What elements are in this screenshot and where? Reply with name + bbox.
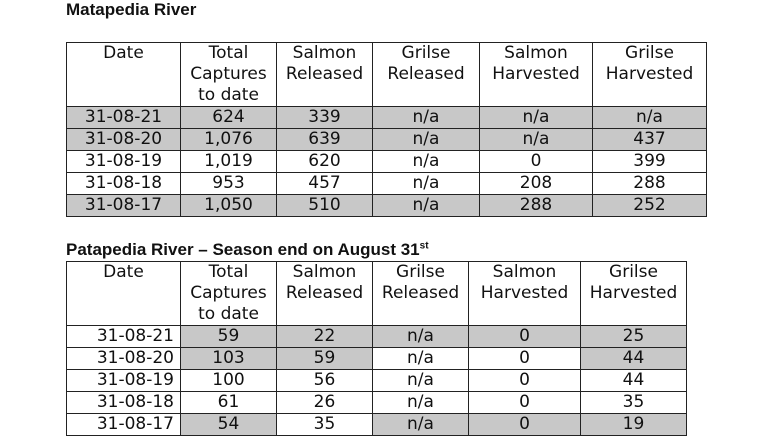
table-cell: 0 — [480, 151, 593, 173]
column-header: Date — [67, 43, 181, 107]
table-cell: 1,076 — [181, 129, 277, 151]
table-cell: 54 — [181, 414, 277, 436]
table-cell: 510 — [277, 195, 373, 217]
table-cell: 288 — [480, 195, 593, 217]
table-cell: 1,050 — [181, 195, 277, 217]
table1-header-row — [67, 43, 707, 107]
column-header: Total Captures to date — [181, 262, 277, 326]
table-cell: 457 — [277, 173, 373, 195]
table-row — [67, 151, 707, 173]
table-row — [67, 326, 687, 348]
column-header: Salmon Harvested — [469, 262, 581, 326]
table-row — [67, 107, 707, 129]
table-cell: 25 — [581, 326, 687, 348]
table2-header-row — [67, 262, 687, 326]
table-cell: 31-08-20 — [67, 129, 181, 151]
table-cell: 31-08-18 — [67, 173, 181, 195]
table-cell: 35 — [277, 414, 373, 436]
table-cell: 437 — [593, 129, 707, 151]
table-cell: 31-08-18 — [67, 392, 181, 414]
table-cell: 22 — [277, 326, 373, 348]
table-cell: 31-08-20 — [67, 348, 181, 370]
table-cell: 639 — [277, 129, 373, 151]
table-cell: 103 — [181, 348, 277, 370]
table1-title: Matapedia River — [66, 0, 197, 19]
table-cell: 208 — [480, 173, 593, 195]
table-row — [67, 173, 707, 195]
table-cell: n/a — [373, 129, 480, 151]
table-cell: 61 — [181, 392, 277, 414]
column-header: Total Captures to date — [181, 43, 277, 107]
table-cell: 26 — [277, 392, 373, 414]
column-header: Grilse Harvested — [581, 262, 687, 326]
table-cell: 31-08-19 — [67, 151, 181, 173]
matapedia-table — [66, 42, 707, 217]
table-cell: 953 — [181, 173, 277, 195]
table-cell: 31-08-19 — [67, 370, 181, 392]
table-cell: 31-08-17 — [67, 195, 181, 217]
table-cell: 44 — [581, 348, 687, 370]
table-cell: 100 — [181, 370, 277, 392]
table-cell: n/a — [593, 107, 707, 129]
table-cell: n/a — [373, 326, 469, 348]
table-row — [67, 414, 687, 436]
table-cell: n/a — [480, 107, 593, 129]
table-cell: 624 — [181, 107, 277, 129]
table-cell: n/a — [373, 348, 469, 370]
table-cell: 31-08-21 — [67, 107, 181, 129]
table-row — [67, 348, 687, 370]
table-row — [67, 370, 687, 392]
table-row — [67, 129, 707, 151]
table-cell: n/a — [373, 173, 480, 195]
table-cell: 35 — [581, 392, 687, 414]
table-cell: 44 — [581, 370, 687, 392]
patapedia-table — [66, 261, 687, 436]
table-cell: 288 — [593, 173, 707, 195]
table-cell: 0 — [469, 392, 581, 414]
table-row — [67, 392, 687, 414]
table-cell: n/a — [373, 414, 469, 436]
column-header: Date — [67, 262, 181, 326]
table-cell: n/a — [373, 195, 480, 217]
table-cell: 59 — [277, 348, 373, 370]
table-cell: 31-08-17 — [67, 414, 181, 436]
table-cell: 19 — [581, 414, 687, 436]
table-cell: n/a — [373, 107, 480, 129]
table-cell: 0 — [469, 348, 581, 370]
table-cell: 620 — [277, 151, 373, 173]
table-cell: n/a — [480, 129, 593, 151]
table-cell: n/a — [373, 151, 480, 173]
column-header: Grilse Released — [373, 262, 469, 326]
table-cell: 0 — [469, 326, 581, 348]
column-header: Salmon Released — [277, 43, 373, 107]
table-cell: n/a — [373, 392, 469, 414]
table-cell: 0 — [469, 414, 581, 436]
table-row — [67, 195, 707, 217]
table-cell: 0 — [469, 370, 581, 392]
table-cell: 339 — [277, 107, 373, 129]
table-cell: 1,019 — [181, 151, 277, 173]
column-header: Grilse Released — [373, 43, 480, 107]
table-cell: 399 — [593, 151, 707, 173]
column-header: Salmon Released — [277, 262, 373, 326]
table-cell: 56 — [277, 370, 373, 392]
table-cell: 59 — [181, 326, 277, 348]
table-cell: 252 — [593, 195, 707, 217]
table-cell: 31-08-21 — [67, 326, 181, 348]
table-cell: n/a — [373, 370, 469, 392]
column-header: Grilse Harvested — [593, 43, 707, 107]
column-header: Salmon Harvested — [480, 43, 593, 107]
table2-title: Patapedia River – Season end on August 31st — [66, 240, 429, 259]
